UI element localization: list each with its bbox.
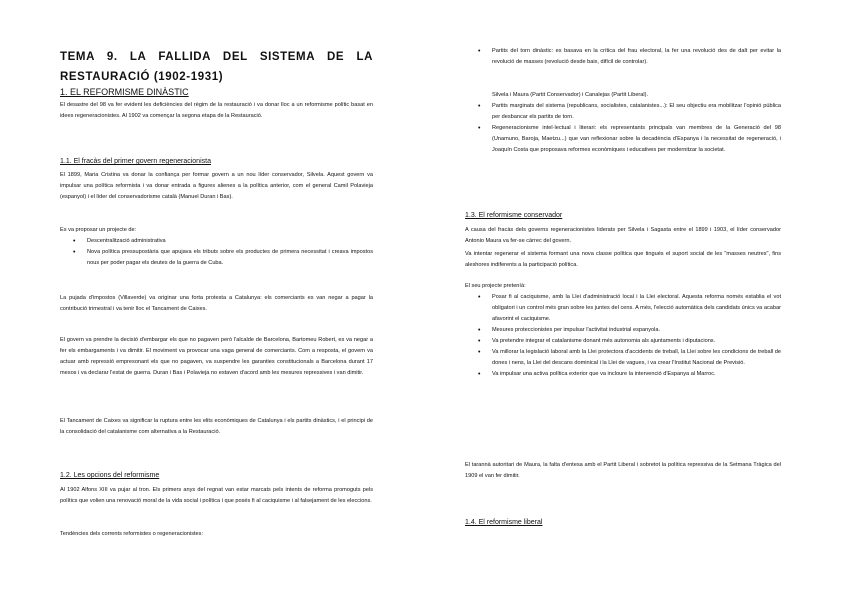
list-item: • Va pretendre integrar el catalanisme donant més autonomia als ajuntaments i diputacions. [465, 336, 781, 347]
title-line-2: RESTAURACIÓ (1902-1931) [60, 71, 224, 83]
bullet-list [465, 46, 781, 68]
bullet-list [465, 292, 781, 380]
section-heading: 1. EL REFORMISME DINÀSTIC [60, 87, 189, 97]
paragraph: Va intentar regenerar el sistema formant una nova classe política que tingués el suport social de les "masses neutres", fins aleshores indiferents a la participació política. [465, 251, 781, 268]
paragraph: Es va proposar un projecte de: [60, 227, 137, 233]
paragraph: Tendències dels corrents reformistes o regeneracionistes: [60, 531, 204, 537]
paragraph: El 1899, Maria Cristina va donar la confiança per formar govern a un nou líder conservador, Silvela. Aquest govern va impulsar una política reformista i va donar entrada a figures alienes a la política anterior, com el general Camil Polavieja (espanyol) i el líder del conservadorisme català (Manuel Duran i Bas). [60, 172, 373, 200]
bullet-list [60, 236, 373, 269]
paragraph: El seu projecte preteníà: [465, 283, 526, 289]
intro-paragraph: El desastre del 98 va fer evident les deficiències del règim de la restauració i va donar lloc a un reformisme polític basat en idees regeneracionistes. Al 1902 va començar la segona etapa de la Restauració. [60, 102, 373, 119]
paragraph: El tarannà autoritari de Maura, la falta d'entesa amb el Partit Liberal i sobretot la política repressiva de la Setmana Tràgica del 1909 el van fer dimitir. [465, 462, 781, 479]
page-title [60, 47, 373, 87]
list-item: • Mesures proteccionistes per impulsar l'activitat industrial espanyola. [465, 325, 781, 336]
paragraph: Al 1902 Alfons XIII va pujar al tron. Els primers anys del regnat van estar marcats pels intents de reforma promoguts pels polítics que volien una renovació moral de la vida social i política i que posés fi al caciquisme i al falsejament de les eleccions. [60, 487, 373, 504]
list-item: • Partits del torn dinàstic: es basava en la crítica del frau electoral, la fer una revolució des de dalt per evitar la revolució de masses (revolució desde baix, difícil de controlar). [465, 46, 781, 68]
list-item: • Regeneracionisme intel·lectual i literari: els representants principals van membres de la Generació del 98 (Unamuno, Baroja, Maetzu...) que van reflexionar sobre la decadència d'Espanya i la necessitat de regeneració, i Joaquín Costa que proposava reformes econòmiques i educatives per modernitzar la societat. [465, 123, 781, 156]
paragraph: El Tancament de Caixes va significar la ruptura entre les elits econòmiques de Catalunya i els partits dinàstics, i el principi de la consolidació del catalanisme com alternativa a la Restauració. [60, 418, 373, 435]
subsection-heading-1-4: 1.4. El reformisme liberal [465, 519, 543, 526]
list-item: • Posar fi al caciquisme, amb la Llei d'administració local i la Llei electoral. Aquesta reforma només establia el vot obligatori i un control més gran sobre les juntes del cens. A més, l'elecció automàtica dels candidats únics va acabar afavorint el caciquisme. [465, 292, 781, 325]
paragraph: El govern va prendre la decisió d'embargar els que no pagaven però l'alcalde de Barcelona, Bartomeu Robert, es va negar a fer els embargaments i va dimitir. El moviment va provocar una vaga general de comerciants. Com a resposta, el govern va actuar amb repressió empresonant els que no pagaven, va suspendre les garanties constitucionals a Barcelona durant 17 mesos i va declarar l'estat de guerra. Duran i Bas i Polavieja no estaven d'acord amb les mesures repressives i van dimitir. [60, 337, 373, 376]
bullet-list [465, 101, 781, 156]
list-item: • Descentralització administrativa [60, 236, 373, 247]
title-line-1: TEMA 9. LA FALLIDA DEL SISTEMA DE LA [60, 51, 373, 63]
subsection-heading-1-2: 1.2. Les opcions del reformisme [60, 472, 160, 479]
subsection-heading-1-1: 1.1. El fracàs del primer govern regeneracionista [60, 158, 211, 165]
list-item: • Va millorar la legislació laboral amb la Llei protectora d'accidents de treball, la Llei sobre les condicions de treball de dones i nens, la Llei del descans dominical i la Llei de vagues, i va crear l'Institut Nacional de Previsió. [465, 347, 781, 369]
paragraph: La pujada d'impostos (Villaverde) va originar una forta protesta a Catalunya: els comerciants es van negar a pagar la contribució trimestral i va tenir lloc el Tancament de Caixes. [60, 295, 373, 312]
indented-line: Silvela i Maura (Partit Conservador) i Canalejas (Partit Liberal). [492, 92, 649, 98]
paragraph: A causa del fracàs dels governs regeneracionistes liderats per Silvela i Sagasta entre el 1899 i 1903, el líder conservador Antonio Maura va fer-se càrrec del govern. [465, 227, 781, 244]
list-item: • Partits marginats del sistema (republicans, socialistes, catalanistes...): El seu objectiu era mobilitzar l'opinió pública per desbancar els partits de torn. [465, 101, 781, 123]
subsection-heading-1-3: 1.3. El reformisme conservador [465, 212, 563, 219]
list-item: • Va impulsar una activa política exterior que va incloure la intervenció d'Espanya al Marroc. [465, 369, 781, 380]
list-item: • Nova política pressupostària que apujava els tributs sobre els productes de primera necessitat i creava impostos nous per poder pagar els deutes de la guerra de Cuba. [60, 247, 373, 269]
